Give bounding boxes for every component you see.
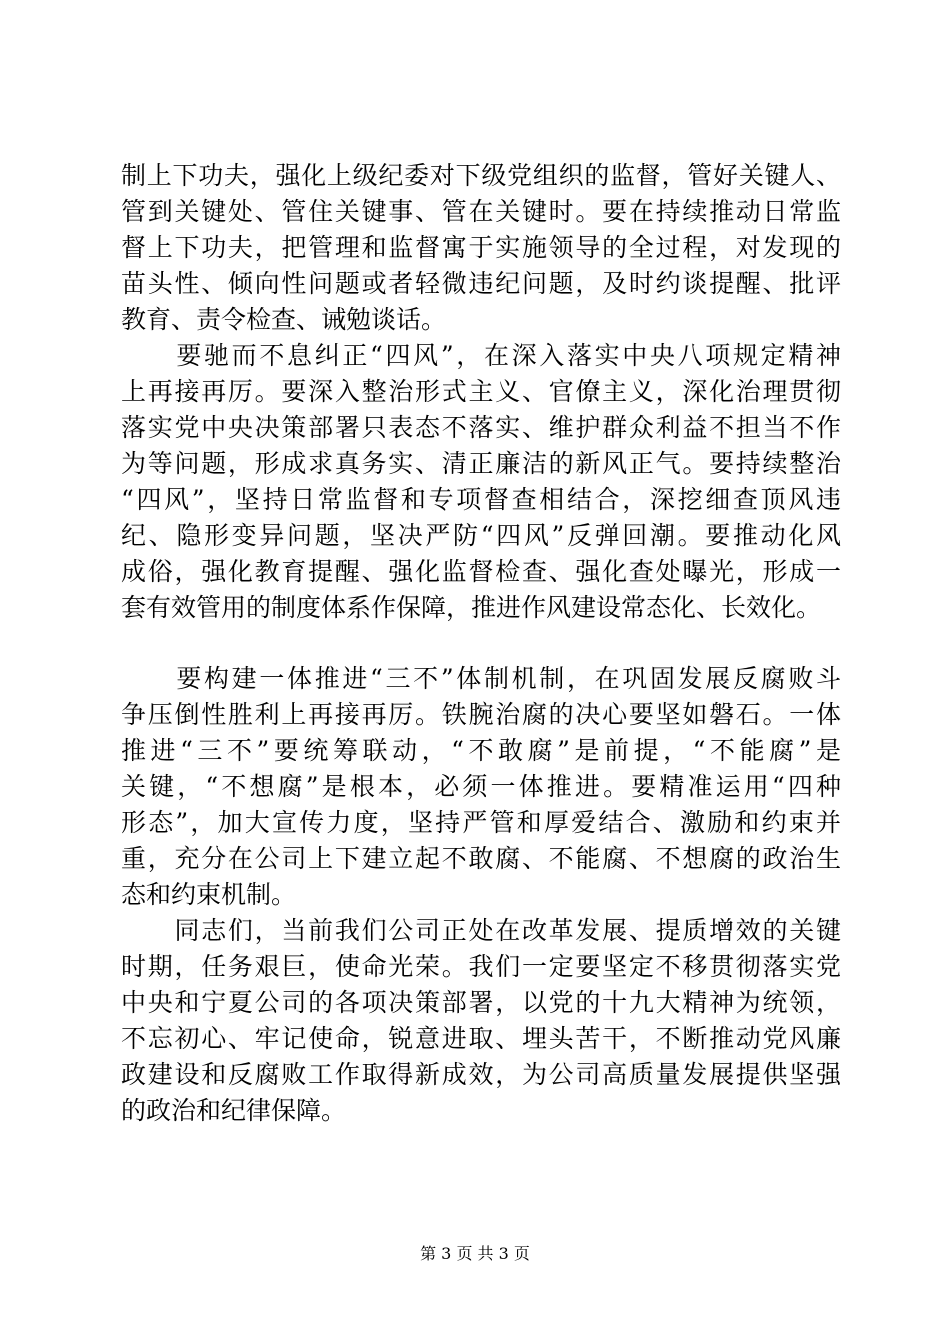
- text-line: 为等问题，形成求真务实、清正廉洁的新风正气。要持续整治: [121, 449, 841, 478]
- paragraph-gap: [121, 626, 841, 661]
- text-line: “四风”，坚持日常监督和专项督查相结合，深挖细查顶风违: [121, 485, 841, 514]
- text-line: 关键，“不想腐”是根本，必须一体推进。要精准运用“四种: [121, 772, 841, 801]
- text-line: 督上下功夫，把管理和监督寓于实施领导的全过程，对发现的: [121, 233, 841, 262]
- text-line: 同志们，当前我们公司正处在改革发展、提质增效的关键: [121, 916, 841, 945]
- text-line: 重，充分在公司上下建立起不敢腐、不能腐、不想腐的政治生: [121, 844, 841, 873]
- text-line: 落实党中央决策部署只表态不落实、维护群众利益不担当不作: [121, 413, 841, 442]
- text-line: 苗头性、倾向性问题或者轻微违纪问题，及时约谈提醒、批评: [121, 269, 841, 298]
- document-body: [121, 158, 841, 1129]
- text-line: 政建设和反腐败工作取得新成效，为公司高质量发展提供坚强: [121, 1060, 841, 1089]
- text-line: 要构建一体推进“三不”体制机制，在巩固发展反腐败斗: [121, 664, 841, 693]
- text-line: 不忘初心、牢记使命，锐意进取、埋头苦干，不断推动党风廉: [121, 1024, 841, 1053]
- text-line: 成俗，强化教育提醒、强化监督检查、强化查处曝光，形成一: [121, 557, 841, 586]
- text-line: 形态”，加大宣传力度，坚持严管和厚爱结合、激励和约束并: [121, 808, 841, 837]
- text-line: 制上下功夫，强化上级纪委对下级党组织的监督，管好关键人、: [121, 161, 841, 190]
- text-line: 时期，任务艰巨，使命光荣。我们一定要坚定不移贯彻落实党: [121, 952, 841, 981]
- text-line: 要驰而不息纠正“四风”，在深入落实中央八项规定精神: [121, 341, 841, 370]
- text-line: 中央和宁夏公司的各项决策部署，以党的十九大精神为统领，: [121, 988, 841, 1017]
- text-line: 态和约束机制。: [121, 880, 297, 909]
- text-line: 的政治和纪律保障。: [121, 1096, 347, 1125]
- page-number-footer: 第 3 页 共 3 页: [420, 1244, 530, 1263]
- text-line: 上再接再厉。要深入整治形式主义、官僚主义，深化治理贯彻: [121, 377, 841, 406]
- text-line: 管到关键处、管住关键事、管在关键时。要在持续推动日常监: [121, 197, 841, 226]
- text-line: 争压倒性胜利上再接再厉。铁腕治腐的决心要坚如磐石。一体: [121, 700, 841, 729]
- text-line: 纪、隐形变异问题，坚决严防“四风”反弹回潮。要推动化风: [121, 521, 841, 550]
- text-line: 教育、责令检查、诫勉谈话。: [121, 305, 447, 334]
- text-line: 推进“三不”要统筹联动，“不敢腐”是前提，“不能腐”是: [121, 736, 841, 765]
- text-line: 套有效管用的制度体系作保障，推进作风建设常态化、长效化。: [121, 593, 822, 622]
